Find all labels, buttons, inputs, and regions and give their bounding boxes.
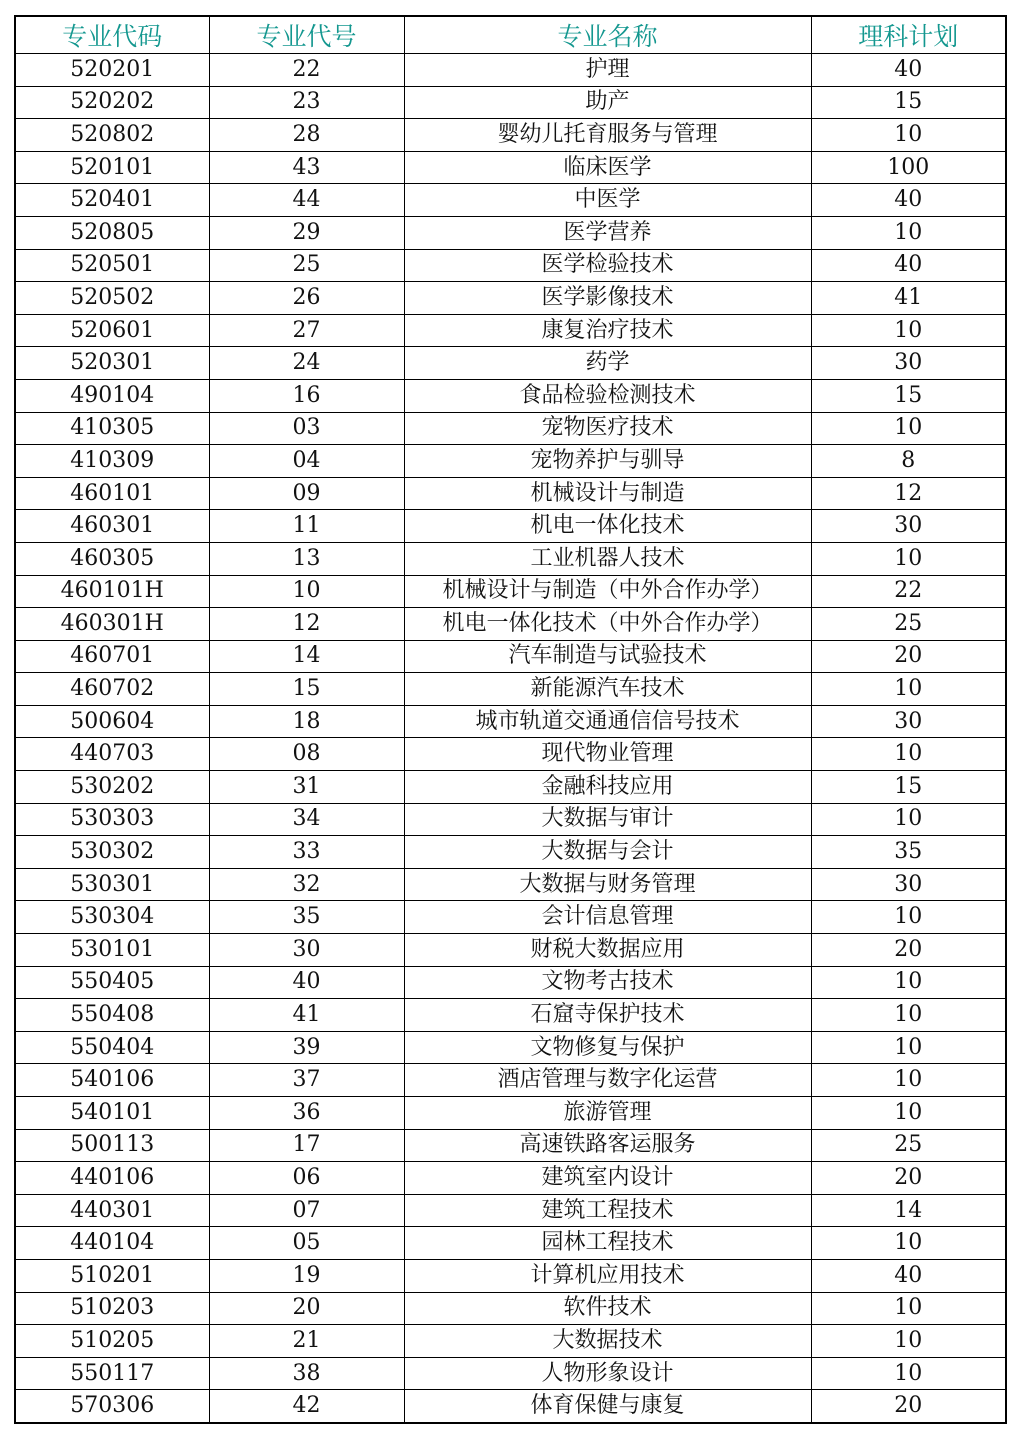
- table-row: [15, 1227, 1006, 1260]
- major-code-cell: 540101: [15, 1097, 209, 1130]
- major-number-cell: 10: [209, 575, 404, 608]
- science-plan-cell: 40: [811, 54, 1006, 87]
- science-plan-cell: 12: [811, 477, 1006, 510]
- table-row: [15, 86, 1006, 119]
- major-code-cell: 460301: [15, 510, 209, 543]
- table-row: [15, 1194, 1006, 1227]
- major-name-cell: 机电一体化技术（中外合作办学）: [404, 608, 811, 641]
- major-number-cell: 14: [209, 640, 404, 673]
- major-code-cell: 550408: [15, 999, 209, 1032]
- major-code-cell: 520501: [15, 249, 209, 282]
- major-name-cell: 中医学: [404, 184, 811, 217]
- table-row: [15, 1129, 1006, 1162]
- table-row: [15, 184, 1006, 217]
- table-row: [15, 901, 1006, 934]
- major-number-cell: 25: [209, 249, 404, 282]
- major-number-cell: 17: [209, 1129, 404, 1162]
- science-plan-cell: 30: [811, 705, 1006, 738]
- science-plan-cell: 100: [811, 151, 1006, 184]
- major-number-cell: 22: [209, 54, 404, 87]
- major-name-cell: 婴幼儿托育服务与管理: [404, 119, 811, 152]
- table-row: [15, 1162, 1006, 1195]
- science-plan-cell: 30: [811, 868, 1006, 901]
- table-row: [15, 575, 1006, 608]
- major-name-cell: 食品检验检测技术: [404, 379, 811, 412]
- science-plan-cell: 10: [811, 119, 1006, 152]
- major-name-cell: 宠物医疗技术: [404, 412, 811, 445]
- major-name-cell: 助产: [404, 86, 811, 119]
- major-code-cell: 520502: [15, 282, 209, 315]
- major-code-cell: 540106: [15, 1064, 209, 1097]
- major-number-cell: 19: [209, 1259, 404, 1292]
- major-number-cell: 18: [209, 705, 404, 738]
- science-plan-cell: 25: [811, 608, 1006, 641]
- table-row: [15, 314, 1006, 347]
- major-code-cell: 510205: [15, 1325, 209, 1358]
- major-name-cell: 医学营养: [404, 216, 811, 249]
- table-row: [15, 868, 1006, 901]
- major-code-cell: 510201: [15, 1259, 209, 1292]
- major-code-cell: 500604: [15, 705, 209, 738]
- major-name-cell: 宠物养护与驯导: [404, 445, 811, 478]
- science-plan-cell: 10: [811, 999, 1006, 1032]
- major-code-cell: 460702: [15, 673, 209, 706]
- table-body: [15, 54, 1006, 1423]
- major-code-cell: 410305: [15, 412, 209, 445]
- major-name-cell: 建筑室内设计: [404, 1162, 811, 1195]
- major-number-cell: 42: [209, 1390, 404, 1423]
- major-code-cell: 550117: [15, 1357, 209, 1390]
- science-plan-cell: 40: [811, 1259, 1006, 1292]
- table-row: [15, 347, 1006, 380]
- major-number-cell: 37: [209, 1064, 404, 1097]
- major-code-cell: 440106: [15, 1162, 209, 1195]
- major-name-cell: 机电一体化技术: [404, 510, 811, 543]
- science-plan-cell: 41: [811, 282, 1006, 315]
- science-plan-cell: 40: [811, 249, 1006, 282]
- major-code-cell: 490104: [15, 379, 209, 412]
- science-plan-cell: 15: [811, 379, 1006, 412]
- major-name-cell: 旅游管理: [404, 1097, 811, 1130]
- table-row: [15, 119, 1006, 152]
- major-name-cell: 新能源汽车技术: [404, 673, 811, 706]
- header-major-number: 专业代号: [209, 16, 404, 54]
- header-major-name: 专业名称: [404, 16, 811, 54]
- table-row: [15, 1031, 1006, 1064]
- major-number-cell: 06: [209, 1162, 404, 1195]
- major-code-cell: 440703: [15, 738, 209, 771]
- major-code-cell: 460301H: [15, 608, 209, 641]
- table-row: [15, 1292, 1006, 1325]
- header-science-plan: 理科计划: [811, 16, 1006, 54]
- major-name-cell: 计算机应用技术: [404, 1259, 811, 1292]
- table-row: [15, 477, 1006, 510]
- table-row: [15, 705, 1006, 738]
- major-number-cell: 30: [209, 934, 404, 967]
- major-code-cell: 460101H: [15, 575, 209, 608]
- major-code-cell: 530303: [15, 803, 209, 836]
- major-number-cell: 12: [209, 608, 404, 641]
- table-row: [15, 836, 1006, 869]
- table-row: [15, 1390, 1006, 1423]
- enrollment-plan-table: [14, 15, 1007, 1424]
- science-plan-cell: 20: [811, 1390, 1006, 1423]
- science-plan-cell: 25: [811, 1129, 1006, 1162]
- table-row: [15, 640, 1006, 673]
- major-number-cell: 20: [209, 1292, 404, 1325]
- major-code-cell: 550405: [15, 966, 209, 999]
- table-row: [15, 282, 1006, 315]
- major-code-cell: 410309: [15, 445, 209, 478]
- major-number-cell: 31: [209, 771, 404, 804]
- table-row: [15, 1357, 1006, 1390]
- major-name-cell: 石窟寺保护技术: [404, 999, 811, 1032]
- major-number-cell: 15: [209, 673, 404, 706]
- science-plan-cell: 30: [811, 347, 1006, 380]
- major-code-cell: 530304: [15, 901, 209, 934]
- major-name-cell: 大数据与财务管理: [404, 868, 811, 901]
- major-code-cell: 440301: [15, 1194, 209, 1227]
- major-name-cell: 建筑工程技术: [404, 1194, 811, 1227]
- major-number-cell: 36: [209, 1097, 404, 1130]
- major-name-cell: 医学检验技术: [404, 249, 811, 282]
- table-row: [15, 608, 1006, 641]
- major-name-cell: 大数据与会计: [404, 836, 811, 869]
- table-row: [15, 771, 1006, 804]
- table-row: [15, 1064, 1006, 1097]
- major-code-cell: 460101: [15, 477, 209, 510]
- science-plan-cell: 22: [811, 575, 1006, 608]
- major-code-cell: 520101: [15, 151, 209, 184]
- major-name-cell: 园林工程技术: [404, 1227, 811, 1260]
- major-name-cell: 临床医学: [404, 151, 811, 184]
- major-number-cell: 43: [209, 151, 404, 184]
- major-number-cell: 29: [209, 216, 404, 249]
- table-row: [15, 54, 1006, 87]
- science-plan-cell: 10: [811, 1064, 1006, 1097]
- science-plan-cell: 15: [811, 771, 1006, 804]
- major-number-cell: 39: [209, 1031, 404, 1064]
- table-row: [15, 445, 1006, 478]
- major-number-cell: 11: [209, 510, 404, 543]
- science-plan-cell: 10: [811, 412, 1006, 445]
- science-plan-cell: 14: [811, 1194, 1006, 1227]
- science-plan-cell: 10: [811, 1031, 1006, 1064]
- science-plan-cell: 10: [811, 1227, 1006, 1260]
- table-row: [15, 738, 1006, 771]
- major-code-cell: 520601: [15, 314, 209, 347]
- science-plan-cell: 10: [811, 966, 1006, 999]
- science-plan-cell: 10: [811, 1097, 1006, 1130]
- major-name-cell: 酒店管理与数字化运营: [404, 1064, 811, 1097]
- major-code-cell: 520301: [15, 347, 209, 380]
- major-number-cell: 35: [209, 901, 404, 934]
- science-plan-cell: 20: [811, 934, 1006, 967]
- table-row: [15, 216, 1006, 249]
- major-name-cell: 医学影像技术: [404, 282, 811, 315]
- science-plan-cell: 10: [811, 542, 1006, 575]
- science-plan-cell: 10: [811, 673, 1006, 706]
- major-code-cell: 570306: [15, 1390, 209, 1423]
- major-number-cell: 07: [209, 1194, 404, 1227]
- major-number-cell: 08: [209, 738, 404, 771]
- major-code-cell: 520805: [15, 216, 209, 249]
- header-major-code: 专业代码: [15, 16, 209, 54]
- major-number-cell: 33: [209, 836, 404, 869]
- major-number-cell: 03: [209, 412, 404, 445]
- major-name-cell: 大数据与审计: [404, 803, 811, 836]
- science-plan-cell: 10: [811, 738, 1006, 771]
- science-plan-cell: 10: [811, 1292, 1006, 1325]
- table-row: [15, 966, 1006, 999]
- major-name-cell: 文物修复与保护: [404, 1031, 811, 1064]
- major-name-cell: 城市轨道交通通信信号技术: [404, 705, 811, 738]
- major-name-cell: 工业机器人技术: [404, 542, 811, 575]
- major-code-cell: 530202: [15, 771, 209, 804]
- major-number-cell: 21: [209, 1325, 404, 1358]
- science-plan-cell: 15: [811, 86, 1006, 119]
- table-row: [15, 510, 1006, 543]
- major-number-cell: 09: [209, 477, 404, 510]
- science-plan-cell: 10: [811, 1357, 1006, 1390]
- science-plan-cell: 10: [811, 901, 1006, 934]
- major-name-cell: 会计信息管理: [404, 901, 811, 934]
- major-name-cell: 机械设计与制造（中外合作办学）: [404, 575, 811, 608]
- table-row: [15, 999, 1006, 1032]
- major-code-cell: 530101: [15, 934, 209, 967]
- science-plan-cell: 10: [811, 1325, 1006, 1358]
- major-name-cell: 机械设计与制造: [404, 477, 811, 510]
- major-number-cell: 44: [209, 184, 404, 217]
- major-name-cell: 金融科技应用: [404, 771, 811, 804]
- major-code-cell: 520802: [15, 119, 209, 152]
- major-number-cell: 24: [209, 347, 404, 380]
- table-row: [15, 249, 1006, 282]
- science-plan-cell: 20: [811, 1162, 1006, 1195]
- major-number-cell: 13: [209, 542, 404, 575]
- major-number-cell: 04: [209, 445, 404, 478]
- major-number-cell: 16: [209, 379, 404, 412]
- major-code-cell: 530301: [15, 868, 209, 901]
- science-plan-cell: 10: [811, 216, 1006, 249]
- major-name-cell: 大数据技术: [404, 1325, 811, 1358]
- table-row: [15, 1097, 1006, 1130]
- major-name-cell: 财税大数据应用: [404, 934, 811, 967]
- major-number-cell: 28: [209, 119, 404, 152]
- table-row: [15, 673, 1006, 706]
- major-number-cell: 41: [209, 999, 404, 1032]
- major-code-cell: 460701: [15, 640, 209, 673]
- table-header-row: [15, 16, 1006, 54]
- table-row: [15, 803, 1006, 836]
- major-number-cell: 26: [209, 282, 404, 315]
- major-number-cell: 32: [209, 868, 404, 901]
- major-code-cell: 520401: [15, 184, 209, 217]
- major-name-cell: 体育保健与康复: [404, 1390, 811, 1423]
- science-plan-cell: 30: [811, 510, 1006, 543]
- science-plan-cell: 10: [811, 314, 1006, 347]
- major-code-cell: 530302: [15, 836, 209, 869]
- major-name-cell: 软件技术: [404, 1292, 811, 1325]
- major-number-cell: 27: [209, 314, 404, 347]
- science-plan-cell: 10: [811, 803, 1006, 836]
- major-name-cell: 汽车制造与试验技术: [404, 640, 811, 673]
- major-code-cell: 550404: [15, 1031, 209, 1064]
- science-plan-cell: 20: [811, 640, 1006, 673]
- major-number-cell: 23: [209, 86, 404, 119]
- major-name-cell: 康复治疗技术: [404, 314, 811, 347]
- major-number-cell: 40: [209, 966, 404, 999]
- major-code-cell: 500113: [15, 1129, 209, 1162]
- major-code-cell: 520201: [15, 54, 209, 87]
- major-number-cell: 34: [209, 803, 404, 836]
- major-number-cell: 05: [209, 1227, 404, 1260]
- table-row: [15, 934, 1006, 967]
- table-row: [15, 1325, 1006, 1358]
- major-code-cell: 520202: [15, 86, 209, 119]
- major-name-cell: 文物考古技术: [404, 966, 811, 999]
- major-name-cell: 药学: [404, 347, 811, 380]
- science-plan-cell: 8: [811, 445, 1006, 478]
- major-code-cell: 510203: [15, 1292, 209, 1325]
- major-number-cell: 38: [209, 1357, 404, 1390]
- table-row: [15, 412, 1006, 445]
- major-name-cell: 护理: [404, 54, 811, 87]
- table-row: [15, 151, 1006, 184]
- table-row: [15, 1259, 1006, 1292]
- table-row: [15, 379, 1006, 412]
- major-code-cell: 460305: [15, 542, 209, 575]
- science-plan-cell: 40: [811, 184, 1006, 217]
- science-plan-cell: 35: [811, 836, 1006, 869]
- major-code-cell: 440104: [15, 1227, 209, 1260]
- major-name-cell: 高速铁路客运服务: [404, 1129, 811, 1162]
- table-row: [15, 542, 1006, 575]
- major-name-cell: 人物形象设计: [404, 1357, 811, 1390]
- major-name-cell: 现代物业管理: [404, 738, 811, 771]
